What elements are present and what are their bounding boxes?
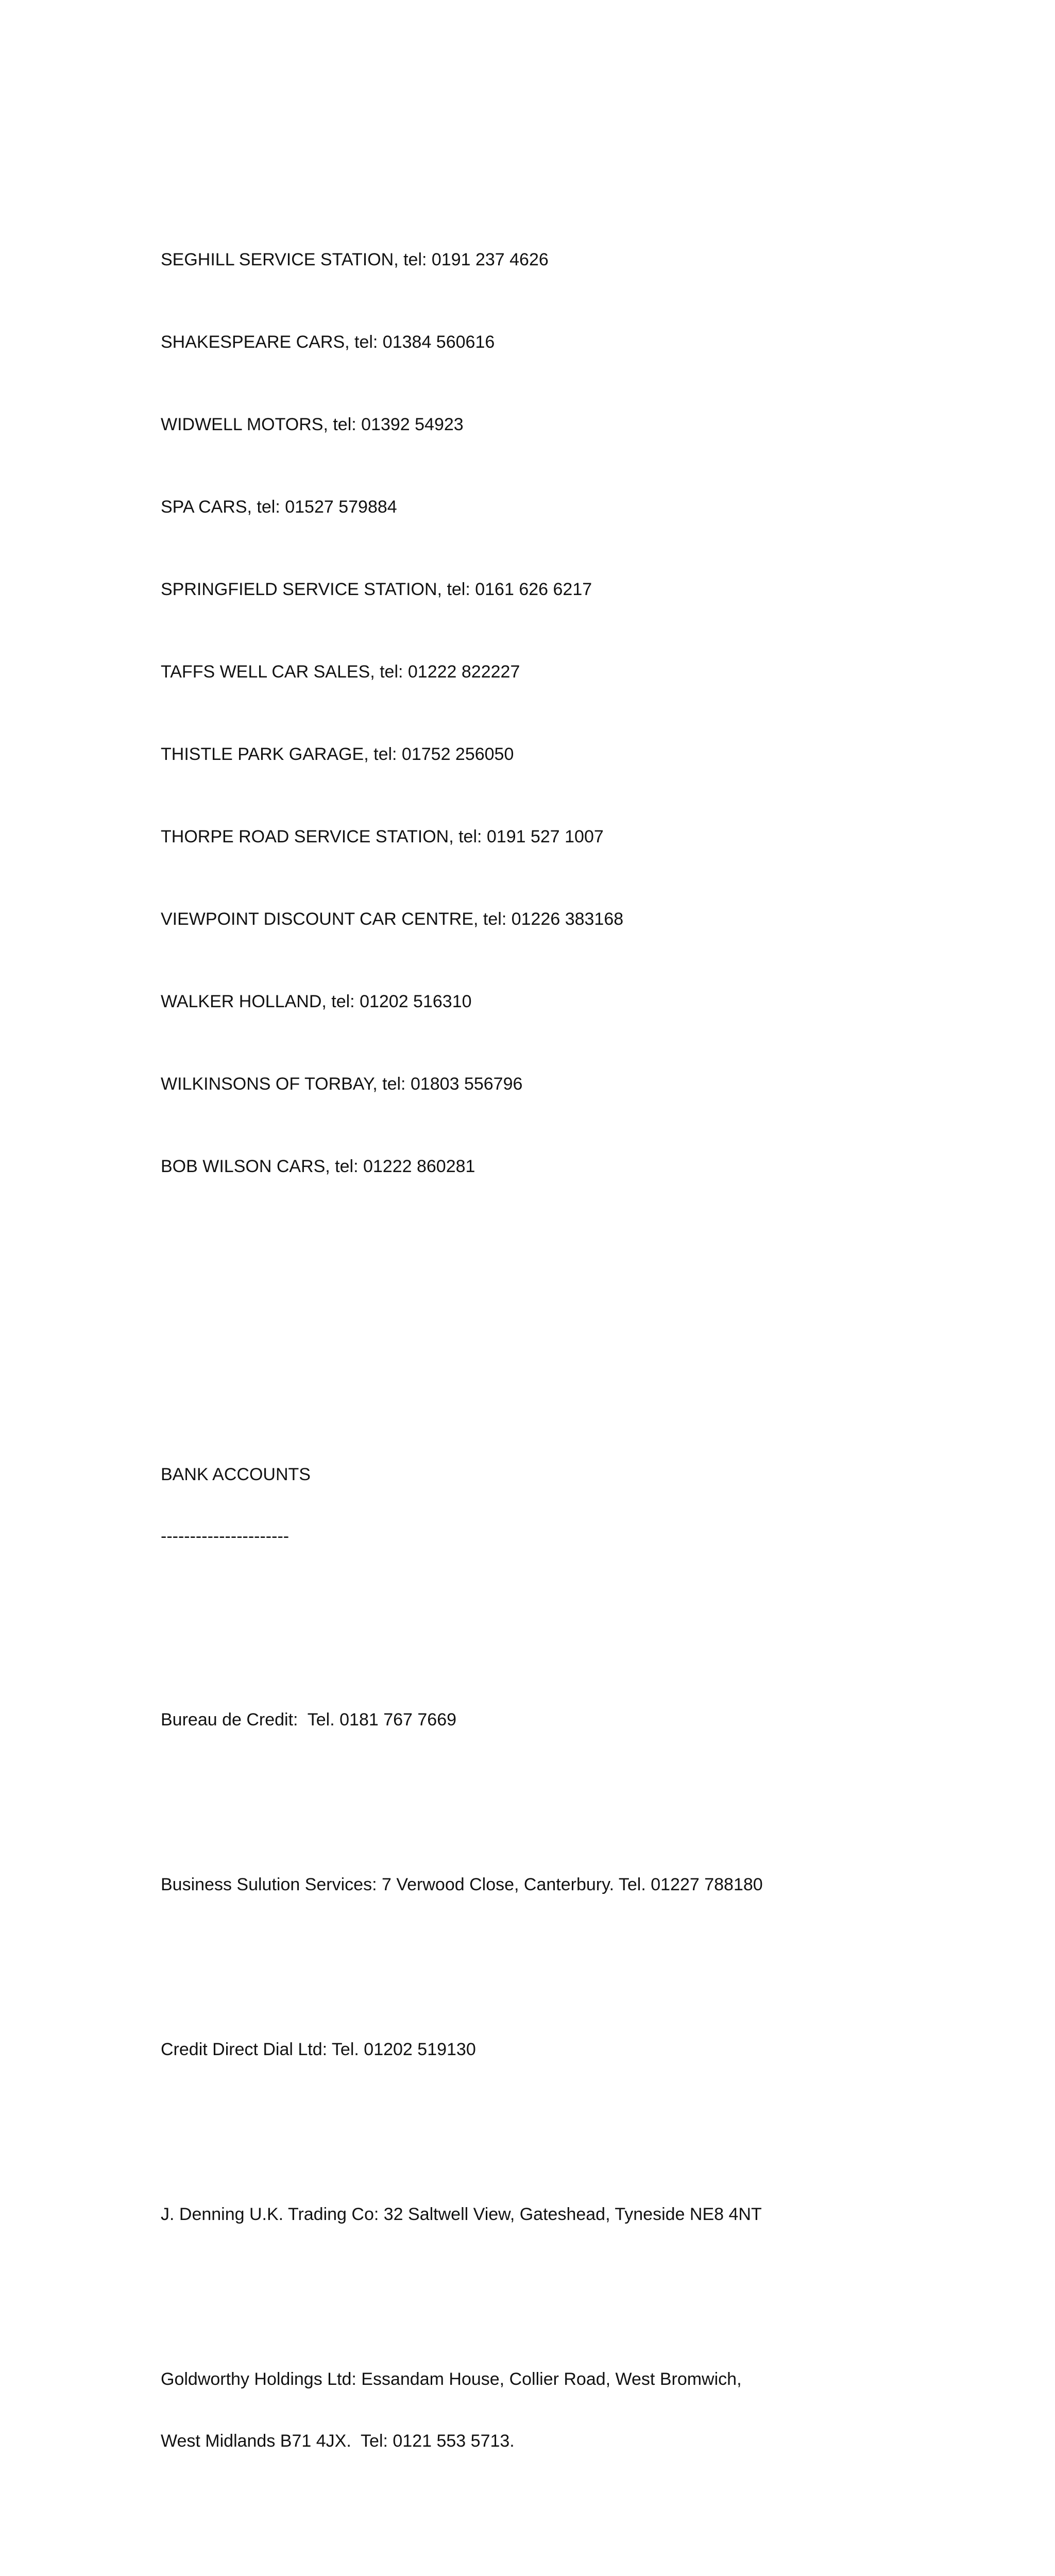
garage-entry: SEGHILL SERVICE STATION, tel: 0191 237 4626 <box>161 250 549 269</box>
bank-account-entry <box>161 2163 1011 2266</box>
garage-entry: SPA CARS, tel: 01527 579884 <box>161 497 397 517</box>
bank-account-entry <box>161 1998 1011 2101</box>
garage-entry: VIEWPOINT DISCOUNT CAR CENTRE, tel: 01226 383168 <box>161 909 624 929</box>
document-content <box>161 146 1011 2576</box>
section-spacer <box>161 1280 1011 1402</box>
entry-line-continued: West Midlands B71 4JX. Tel: 0121 553 5713. <box>161 2431 515 2451</box>
bank-account-entry <box>161 2554 1011 2576</box>
entry-line: Bureau de Credit: Tel. 0181 767 7669 <box>161 1710 457 1730</box>
bank-account-list <box>161 1627 1011 2576</box>
garage-entry: WILKINSONS OF TORBAY, tel: 01803 556796 <box>161 1074 523 1094</box>
garage-list <box>161 208 1011 1218</box>
garage-entry: BOB WILSON CARS, tel: 01222 860281 <box>161 1157 475 1176</box>
entry-line: Business Sulution Services: 7 Verwood Close, Canterbury. Tel. 01227 788180 <box>161 1875 763 1894</box>
section-title: BANK ACCOUNTS <box>161 1465 311 1484</box>
garage-entry: TAFFS WELL CAR SALES, tel: 01222 822227 <box>161 662 520 682</box>
garage-entry: SHAKESPEARE CARS, tel: 01384 560616 <box>161 332 495 352</box>
garage-entry: WIDWELL MOTORS, tel: 01392 54923 <box>161 415 464 434</box>
garage-entry: THORPE ROAD SERVICE STATION, tel: 0191 527 1007 <box>161 827 604 846</box>
bank-account-entry <box>161 2328 1011 2493</box>
garage-entry: WALKER HOLLAND, tel: 01202 516310 <box>161 992 472 1011</box>
bank-account-entry <box>161 1668 1011 1771</box>
entry-line: J. Denning U.K. Trading Co: 32 Saltwell View, Gateshead, Tyneside NE8 4NT <box>161 2205 762 2224</box>
entry-line: Goldworthy Holdings Ltd: Essandam House, Collier Road, West Bromwich, <box>161 2369 742 2389</box>
garage-entry: THISTLE PARK GARAGE, tel: 01752 256050 <box>161 744 514 764</box>
entry-line: Credit Direct Dial Ltd: Tel. 01202 519130 <box>161 2040 476 2059</box>
bank-account-entry <box>161 1833 1011 1936</box>
garage-entry: SPRINGFIELD SERVICE STATION, tel: 0161 626 6217 <box>161 580 592 599</box>
section-underline: ---------------------- <box>161 1527 290 1546</box>
